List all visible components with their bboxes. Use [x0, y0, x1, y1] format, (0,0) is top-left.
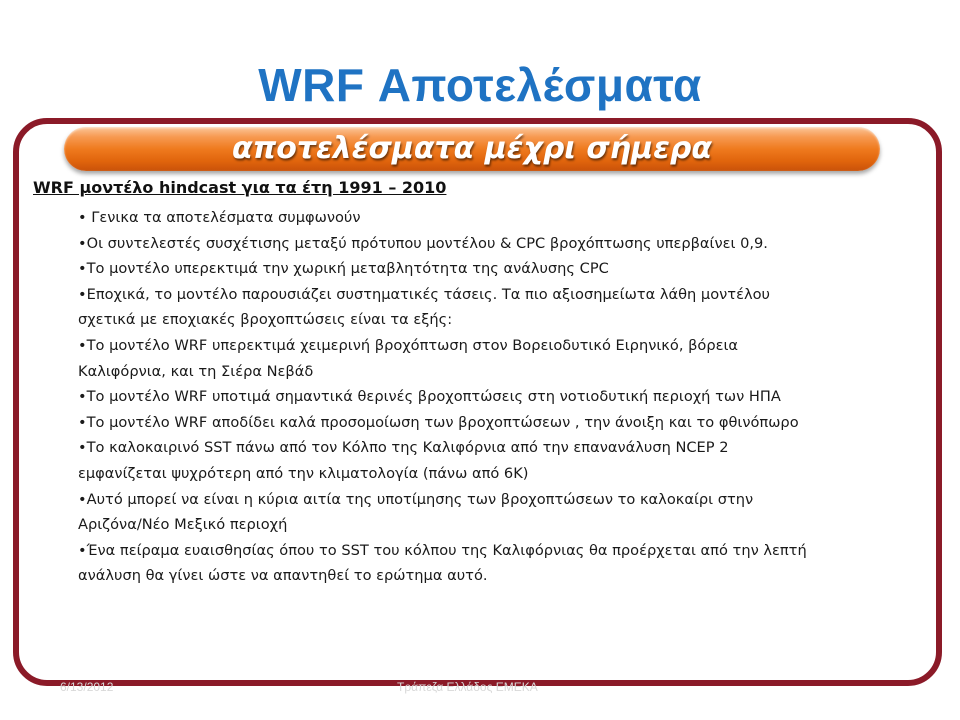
bullet-line-continuation: εμφανίζεται ψυχρότερη από την κλιματολογία (πάνω από 6K): [78, 464, 529, 482]
footer-date: 6/13/2012: [60, 680, 114, 694]
bullet-list: [78, 205, 940, 589]
bullet-line: •Το μοντέλο WRF αποδίδει καλά προσομοίωση των βροχοπτώσεων , την άνοιξη και το φθινόπωρο: [78, 413, 799, 431]
bullet-line-continuation: σχετικά με εποχιακές βροχοπτώσεις είναι τα εξής:: [78, 311, 453, 329]
bullet-line: • Γενικα τα αποτελέσματα συμφωνούν: [78, 209, 361, 226]
bullet-line-continuation: Αριζόνα/Νέο Μεξικό περιοχή: [78, 516, 288, 534]
section-banner: [64, 127, 880, 171]
bullet-line: •Ένα πείραμα ευαισθησίας όπου το SST του κόλπου της Καλιφόρνιας θα προέρχεται από την λεπτή: [78, 541, 807, 559]
bullet-line: •Το μοντέλο WRF υποτιμά σημαντικά θερινές βροχοπτώσεις στη νοτιοδυτική περιοχή των ΗΠΑ: [78, 388, 781, 406]
bullet-line: •Το καλοκαιρινό SST πάνω από τον Κόλπο της Καλιφόρνια από την επανανάλυση NCEP 2: [78, 439, 729, 457]
bullet-line: •Οι συντελεστές συσχέτισης μεταξύ πρότυπου μοντέλου & CPC βροχόπτωσης υπερβαίνει 0,9.: [78, 234, 768, 252]
bullet-line: •Εποχικά, το μοντέλο παρουσιάζει συστηματικές τάσεις. Τα πιο αξιοσημείωτα λάθη μοντέλου: [78, 285, 770, 303]
bullet-line-continuation: ανάλυση θα γίνει ώστε να απαντηθεί το ερώτημα αυτό.: [78, 567, 488, 585]
bullet-line: •Το μοντέλο υπερεκτιμά την χωρική μεταβλητότητα της ανάλυσης CPC: [78, 260, 609, 278]
bullet-line-continuation: Καλιφόρνια, και τη Σιέρα Νεβάδ: [78, 362, 314, 380]
section-banner-label: αποτελέσματα μέχρι σήμερα: [231, 131, 713, 166]
subheading: WRF μοντέλο hindcast για τα έτη 1991 – 2010: [33, 178, 447, 197]
footer-organization: Τράπεζα Ελλάδος ΕΜΕΚΑ: [397, 680, 538, 694]
bullet-line: •Το μοντέλο WRF υπερεκτιμά χειμερινή βροχόπτωση στον Βορειοδυτικό Ειρηνικό, βόρεια: [78, 336, 739, 354]
bullet-line: •Αυτό μπορεί να είναι η κύρια αιτία της υποτίμησης των βροχοπτώσεων το καλοκαίρι στην: [78, 490, 754, 508]
slide-title: WRF Αποτελέσματα: [258, 59, 702, 111]
